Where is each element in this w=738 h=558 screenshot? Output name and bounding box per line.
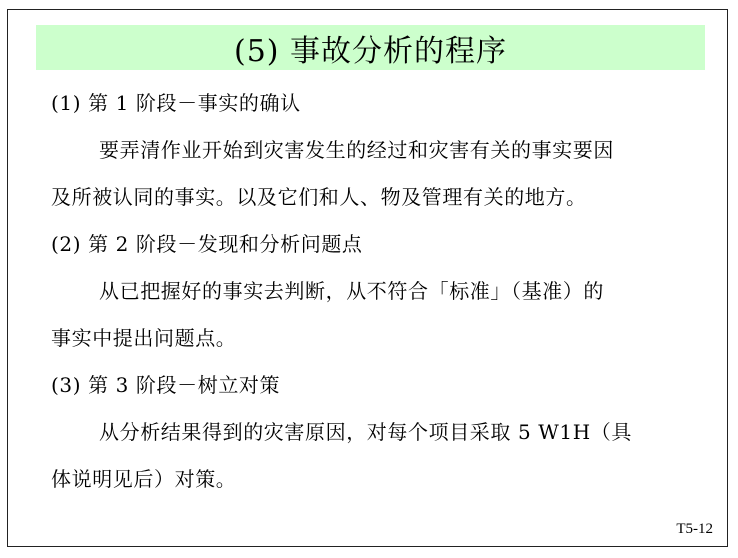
stage-3-text-line-1: 从分析结果得到的灾害原因，对每个项目采取 5 W1H（具	[99, 420, 632, 444]
stage-3-text-line-2: 体说明见后）对策。	[51, 467, 237, 491]
page-number: T5-12	[676, 521, 713, 537]
slide-title: (5) 事故分析的程序	[233, 33, 508, 69]
stage-2-heading: (2) 第 2 阶段－发现和分析问题点	[51, 232, 363, 256]
stage-2-text-line-2: 事实中提出问题点。	[51, 326, 237, 350]
slide	[7, 9, 728, 547]
content-body	[51, 87, 711, 495]
title-banner	[36, 25, 705, 70]
stage-3-heading: (3) 第 3 阶段－树立对策	[51, 373, 281, 397]
stage-1-text-line-2: 及所被认同的事实。以及它们和人、物及管理有关的地方。	[51, 185, 587, 209]
stage-2-text-line-1: 从已把握好的事实去判断，从不符合「标准」（基准）的	[99, 279, 604, 303]
stage-1-text-line-1: 要弄清作业开始到灾害发生的经过和灾害有关的事实要因	[99, 138, 614, 162]
stage-1-heading: (1) 第 1 阶段－事实的确认	[51, 91, 301, 115]
